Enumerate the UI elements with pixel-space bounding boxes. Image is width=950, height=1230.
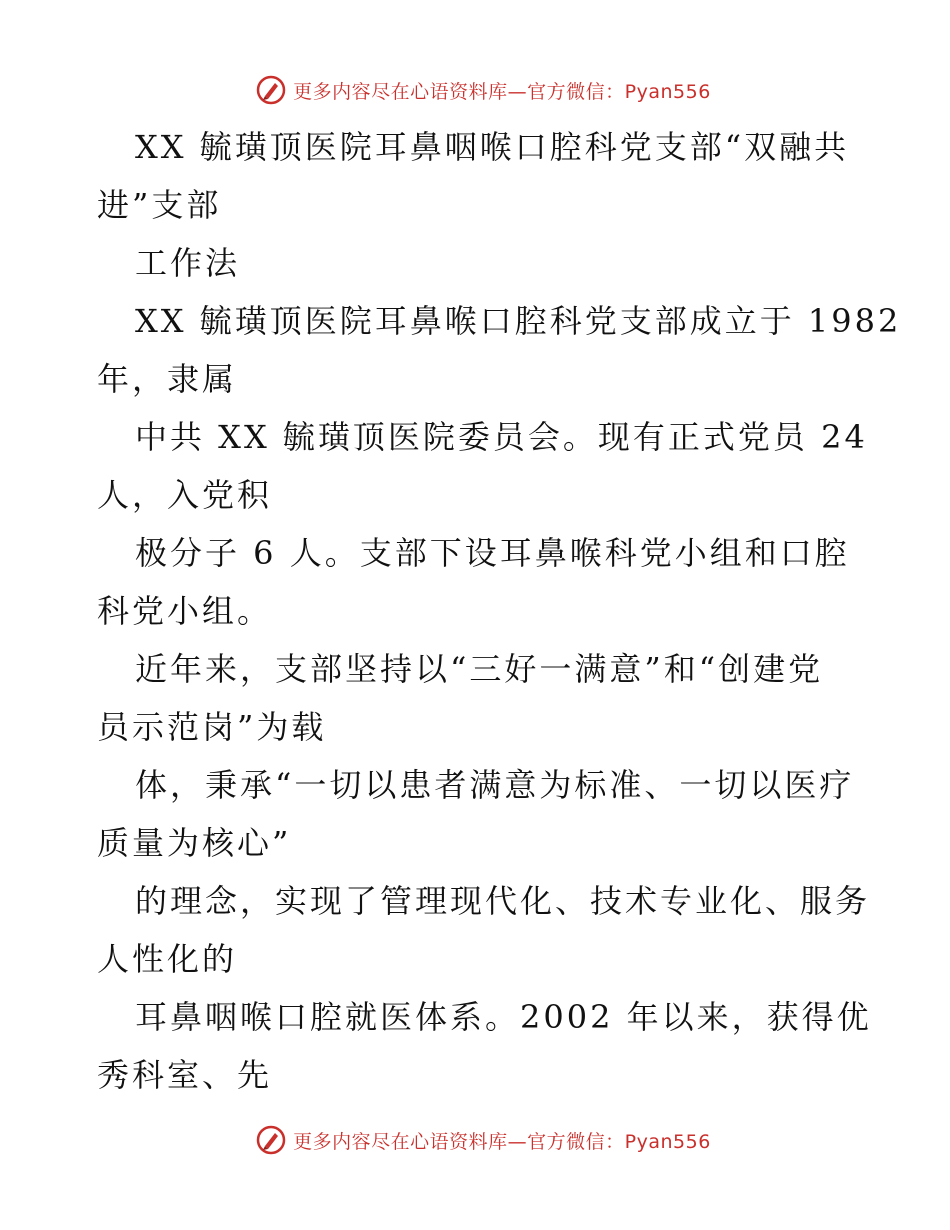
paragraph-8-line-2: 人性化的 — [97, 940, 238, 978]
paragraph-5-line-2: 科党小组。 — [97, 592, 273, 630]
watermark-text: 更多内容尽在心语资料库—官方微信：Pyan556 — [293, 1130, 711, 1153]
watermark-text: 更多内容尽在心语资料库—官方微信：Pyan556 — [293, 80, 711, 103]
paragraph-3-line-1: XX 毓璜顶医院耳鼻喉口腔科党支部成立于 1982 — [135, 302, 902, 340]
paragraph-6 — [97, 640, 867, 756]
paragraph-9-line-1: 耳鼻咽喉口腔就医体系。2002 年以来，获得优 — [135, 998, 872, 1036]
document-body — [97, 118, 902, 1104]
paragraph-3-line-2: 年，隶属 — [97, 360, 238, 398]
paragraph-4-line-1: 中共 XX 毓璜顶医院委员会。现有正式党员 24 — [135, 418, 868, 456]
paragraph-8-line-1: 的理念，实现了管理现代化、技术专业化、服务 — [135, 882, 871, 920]
paragraph-2-line-1: 工作法 — [135, 244, 241, 282]
paragraph-9 — [97, 988, 872, 1104]
paragraph-7 — [97, 756, 867, 872]
paragraph-3 — [97, 292, 902, 408]
paragraph-7-line-1: 体，秉承“一切以患者满意为标准、一切以医疗 — [135, 766, 855, 804]
pen-circle-logo-icon — [255, 74, 287, 106]
paragraph-4 — [97, 408, 867, 524]
paragraph-7-line-2: 质量为核心” — [97, 824, 292, 862]
paragraph-1 — [97, 118, 867, 234]
paragraph-6-line-1: 近年来，支部坚持以“三好一满意”和“创建党 — [135, 650, 824, 688]
paragraph-1-line-1: XX 毓璜顶医院耳鼻咽喉口腔科党支部“双融共 — [135, 128, 850, 166]
paragraph-2 — [97, 234, 867, 292]
paragraph-5 — [97, 524, 867, 640]
bottom-watermark-banner — [0, 1120, 950, 1160]
paragraph-4-line-2: 人，入党积 — [97, 476, 273, 514]
top-watermark-banner — [0, 70, 950, 110]
paragraph-6-line-2: 员示范岗”为载 — [97, 708, 327, 746]
paragraph-5-line-1: 极分子 6 人。支部下设耳鼻喉科党小组和口腔 — [135, 534, 850, 572]
pen-circle-logo-icon — [255, 1124, 287, 1156]
paragraph-1-line-2: 进”支部 — [97, 186, 222, 224]
paragraph-8 — [97, 872, 871, 988]
paragraph-9-line-2: 秀科室、先 — [97, 1056, 273, 1094]
